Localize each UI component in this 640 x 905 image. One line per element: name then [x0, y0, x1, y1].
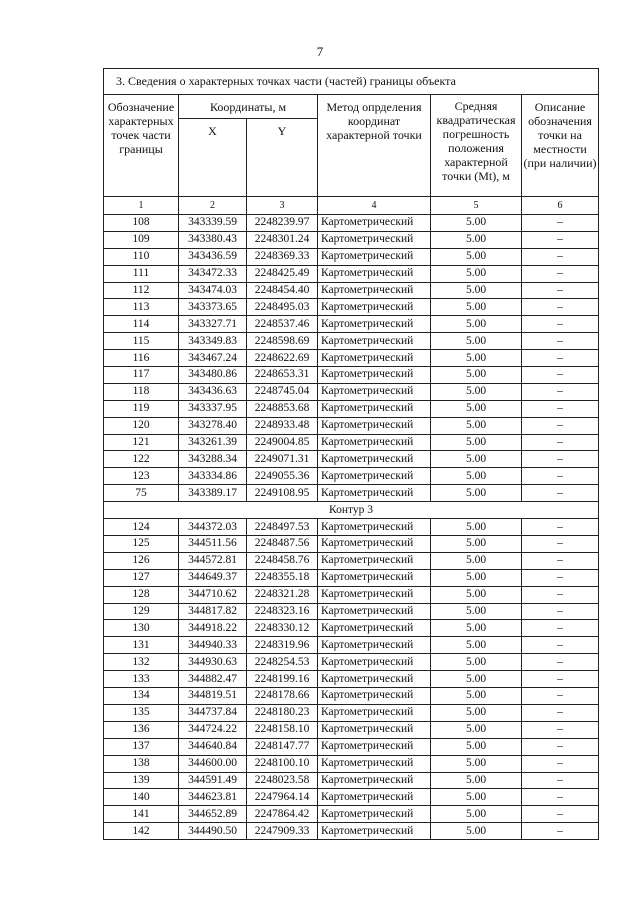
table-row — [104, 772, 599, 789]
y-coordinate-cell: 2248425.49 — [247, 265, 318, 282]
table-row — [104, 569, 599, 586]
error-cell: 5.00 — [431, 299, 522, 316]
y-coordinate-cell: 2248598.69 — [247, 333, 318, 350]
y-coordinate-cell: 2248622.69 — [247, 350, 318, 367]
method-cell: Картометрический — [318, 806, 431, 823]
y-coordinate-cell: 2248330.12 — [247, 620, 318, 637]
column-number: 2 — [179, 197, 247, 215]
table-row — [104, 806, 599, 823]
point-id-cell: 109 — [104, 231, 179, 248]
point-id-cell: 125 — [104, 536, 179, 553]
point-id-cell: 133 — [104, 671, 179, 688]
error-cell: 5.00 — [431, 400, 522, 417]
y-coordinate-cell: 2248301.24 — [247, 231, 318, 248]
error-cell: 5.00 — [431, 620, 522, 637]
x-coordinate-cell: 343334.86 — [179, 468, 247, 485]
error-cell: 5.00 — [431, 755, 522, 772]
y-coordinate-cell: 2249055.36 — [247, 468, 318, 485]
x-coordinate-cell: 344819.51 — [179, 688, 247, 705]
point-id-cell: 132 — [104, 654, 179, 671]
table-row — [104, 654, 599, 671]
x-coordinate-cell: 343373.65 — [179, 299, 247, 316]
method-cell: Картометрический — [318, 772, 431, 789]
table-row — [104, 215, 599, 232]
description-cell: – — [522, 265, 599, 282]
error-cell: 5.00 — [431, 806, 522, 823]
error-cell: 5.00 — [431, 383, 522, 400]
y-coordinate-cell: 2248158.10 — [247, 721, 318, 738]
y-coordinate-cell: 2249004.85 — [247, 434, 318, 451]
header-designation: Обозначение характерных точек части границы — [104, 95, 179, 197]
method-cell: Картометрический — [318, 620, 431, 637]
method-cell: Картометрический — [318, 316, 431, 333]
error-cell: 5.00 — [431, 316, 522, 333]
description-cell: – — [522, 485, 599, 502]
table-row — [104, 383, 599, 400]
method-cell: Картометрический — [318, 417, 431, 434]
y-coordinate-cell: 2247909.33 — [247, 823, 318, 840]
point-id-cell: 139 — [104, 772, 179, 789]
method-cell: Картометрический — [318, 603, 431, 620]
description-cell: – — [522, 552, 599, 569]
description-cell: – — [522, 823, 599, 840]
x-coordinate-cell: 344372.03 — [179, 519, 247, 536]
description-cell: – — [522, 316, 599, 333]
point-id-cell: 136 — [104, 721, 179, 738]
method-cell: Картометрический — [318, 569, 431, 586]
description-cell: – — [522, 704, 599, 721]
error-cell: 5.00 — [431, 468, 522, 485]
error-cell: 5.00 — [431, 721, 522, 738]
error-cell: 5.00 — [431, 451, 522, 468]
table-row — [104, 299, 599, 316]
header-x: X — [179, 119, 247, 197]
point-id-cell: 120 — [104, 417, 179, 434]
error-cell: 5.00 — [431, 688, 522, 705]
method-cell: Картометрический — [318, 451, 431, 468]
error-cell: 5.00 — [431, 603, 522, 620]
y-coordinate-cell: 2248933.48 — [247, 417, 318, 434]
x-coordinate-cell: 343389.17 — [179, 485, 247, 502]
header-y: Y — [247, 119, 318, 197]
error-cell: 5.00 — [431, 738, 522, 755]
description-cell: – — [522, 231, 599, 248]
method-cell: Картометрический — [318, 265, 431, 282]
table-row — [104, 755, 599, 772]
x-coordinate-cell: 344652.89 — [179, 806, 247, 823]
y-coordinate-cell: 2248853.68 — [247, 400, 318, 417]
x-coordinate-cell: 344511.56 — [179, 536, 247, 553]
description-cell: – — [522, 417, 599, 434]
description-cell: – — [522, 721, 599, 738]
point-id-cell: 135 — [104, 704, 179, 721]
x-coordinate-cell: 343436.63 — [179, 383, 247, 400]
y-coordinate-cell: 2249071.31 — [247, 451, 318, 468]
description-cell: – — [522, 755, 599, 772]
table-row — [104, 282, 599, 299]
error-cell: 5.00 — [431, 434, 522, 451]
point-id-cell: 111 — [104, 265, 179, 282]
y-coordinate-cell: 2248458.76 — [247, 552, 318, 569]
method-cell: Картометрический — [318, 738, 431, 755]
method-cell: Картометрический — [318, 400, 431, 417]
table-row — [104, 367, 599, 384]
description-cell: – — [522, 299, 599, 316]
point-id-cell: 117 — [104, 367, 179, 384]
method-cell: Картометрический — [318, 704, 431, 721]
error-cell: 5.00 — [431, 367, 522, 384]
x-coordinate-cell: 344623.81 — [179, 789, 247, 806]
error-cell: 5.00 — [431, 671, 522, 688]
point-id-cell: 131 — [104, 637, 179, 654]
y-coordinate-cell: 2248100.10 — [247, 755, 318, 772]
description-cell: – — [522, 367, 599, 384]
description-cell: – — [522, 772, 599, 789]
table-row — [104, 231, 599, 248]
error-cell: 5.00 — [431, 282, 522, 299]
x-coordinate-cell: 344940.33 — [179, 637, 247, 654]
column-number: 5 — [431, 197, 522, 215]
x-coordinate-cell: 344930.63 — [179, 654, 247, 671]
method-cell: Картометрический — [318, 586, 431, 603]
x-coordinate-cell: 343474.03 — [179, 282, 247, 299]
description-cell: – — [522, 806, 599, 823]
error-cell: 5.00 — [431, 654, 522, 671]
method-cell: Картометрический — [318, 350, 431, 367]
y-coordinate-cell: 2248495.03 — [247, 299, 318, 316]
y-coordinate-cell: 2249108.95 — [247, 485, 318, 502]
description-cell: – — [522, 333, 599, 350]
column-number: 3 — [247, 197, 318, 215]
point-id-cell: 134 — [104, 688, 179, 705]
table-row — [104, 671, 599, 688]
method-cell: Картометрический — [318, 552, 431, 569]
y-coordinate-cell: 2248178.66 — [247, 688, 318, 705]
point-id-cell: 121 — [104, 434, 179, 451]
table-row — [104, 400, 599, 417]
description-cell: – — [522, 350, 599, 367]
method-cell: Картометрический — [318, 367, 431, 384]
error-cell: 5.00 — [431, 569, 522, 586]
y-coordinate-cell: 2248319.96 — [247, 637, 318, 654]
table-row — [104, 603, 599, 620]
point-id-cell: 118 — [104, 383, 179, 400]
x-coordinate-cell: 343337.95 — [179, 400, 247, 417]
x-coordinate-cell: 344591.49 — [179, 772, 247, 789]
contour-label: Контур 3 — [104, 502, 599, 519]
description-cell: – — [522, 637, 599, 654]
error-cell: 5.00 — [431, 519, 522, 536]
x-coordinate-cell: 343436.59 — [179, 248, 247, 265]
error-cell: 5.00 — [431, 637, 522, 654]
table-row — [104, 536, 599, 553]
method-cell: Картометрический — [318, 299, 431, 316]
point-id-cell: 114 — [104, 316, 179, 333]
table-row — [104, 434, 599, 451]
method-cell: Картометрический — [318, 468, 431, 485]
description-cell: – — [522, 400, 599, 417]
column-number: 6 — [522, 197, 599, 215]
y-coordinate-cell: 2248369.33 — [247, 248, 318, 265]
table-row — [104, 333, 599, 350]
point-id-cell: 127 — [104, 569, 179, 586]
table-row — [104, 316, 599, 333]
description-cell: – — [522, 434, 599, 451]
x-coordinate-cell: 343339.59 — [179, 215, 247, 232]
page-number: 7 — [316, 44, 324, 59]
table-row — [104, 738, 599, 755]
x-coordinate-cell: 344724.22 — [179, 721, 247, 738]
point-id-cell: 115 — [104, 333, 179, 350]
header-error: Средняя квадратическая погрешность положения характерной точки (Mt), м — [431, 95, 522, 197]
y-coordinate-cell: 2248180.23 — [247, 704, 318, 721]
point-id-cell: 126 — [104, 552, 179, 569]
description-cell: – — [522, 654, 599, 671]
method-cell: Картометрический — [318, 383, 431, 400]
y-coordinate-cell: 2248321.28 — [247, 586, 318, 603]
method-cell: Картометрический — [318, 434, 431, 451]
boundary-points-table — [103, 68, 599, 840]
table-row — [104, 789, 599, 806]
point-id-cell: 110 — [104, 248, 179, 265]
header-description: Описание обозначения точки на местности (при наличии) — [522, 95, 599, 197]
description-cell: – — [522, 586, 599, 603]
description-cell: – — [522, 738, 599, 755]
error-cell: 5.00 — [431, 586, 522, 603]
table-row — [104, 248, 599, 265]
y-coordinate-cell: 2248323.16 — [247, 603, 318, 620]
table-row — [104, 552, 599, 569]
x-coordinate-cell: 344882.47 — [179, 671, 247, 688]
table-row — [104, 265, 599, 282]
table-row — [104, 417, 599, 434]
description-cell: – — [522, 282, 599, 299]
table-row — [104, 688, 599, 705]
point-id-cell: 124 — [104, 519, 179, 536]
y-coordinate-cell: 2248023.58 — [247, 772, 318, 789]
y-coordinate-cell: 2248254.53 — [247, 654, 318, 671]
description-cell: – — [522, 536, 599, 553]
y-coordinate-cell: 2248199.16 — [247, 671, 318, 688]
point-id-cell: 108 — [104, 215, 179, 232]
error-cell: 5.00 — [431, 789, 522, 806]
point-id-cell: 130 — [104, 620, 179, 637]
x-coordinate-cell: 343380.43 — [179, 231, 247, 248]
y-coordinate-cell: 2247864.42 — [247, 806, 318, 823]
point-id-cell: 113 — [104, 299, 179, 316]
description-cell: – — [522, 215, 599, 232]
y-coordinate-cell: 2248487.56 — [247, 536, 318, 553]
method-cell: Картометрический — [318, 755, 431, 772]
x-coordinate-cell: 343480.86 — [179, 367, 247, 384]
table-row — [104, 704, 599, 721]
description-cell: – — [522, 620, 599, 637]
point-id-cell: 128 — [104, 586, 179, 603]
point-id-cell: 75 — [104, 485, 179, 502]
error-cell: 5.00 — [431, 417, 522, 434]
description-cell: – — [522, 519, 599, 536]
table-row — [104, 823, 599, 840]
method-cell: Картометрический — [318, 721, 431, 738]
method-cell: Картометрический — [318, 654, 431, 671]
description-cell: – — [522, 451, 599, 468]
contour-row — [104, 502, 599, 519]
table-row — [104, 350, 599, 367]
description-cell: – — [522, 569, 599, 586]
error-cell: 5.00 — [431, 215, 522, 232]
description-cell: – — [522, 671, 599, 688]
point-id-cell: 142 — [104, 823, 179, 840]
x-coordinate-cell: 343261.39 — [179, 434, 247, 451]
method-cell: Картометрический — [318, 333, 431, 350]
description-cell: – — [522, 468, 599, 485]
description-cell: – — [522, 688, 599, 705]
table-row — [104, 519, 599, 536]
error-cell: 5.00 — [431, 552, 522, 569]
description-cell: – — [522, 603, 599, 620]
description-cell: – — [522, 789, 599, 806]
y-coordinate-cell: 2248454.40 — [247, 282, 318, 299]
method-cell: Картометрический — [318, 637, 431, 654]
error-cell: 5.00 — [431, 265, 522, 282]
header-coordinates: Координаты, м — [179, 95, 318, 119]
error-cell: 5.00 — [431, 772, 522, 789]
error-cell: 5.00 — [431, 485, 522, 502]
x-coordinate-cell: 343278.40 — [179, 417, 247, 434]
y-coordinate-cell: 2248497.53 — [247, 519, 318, 536]
x-coordinate-cell: 344710.62 — [179, 586, 247, 603]
point-id-cell: 140 — [104, 789, 179, 806]
table-row — [104, 637, 599, 654]
error-cell: 5.00 — [431, 231, 522, 248]
point-id-cell: 129 — [104, 603, 179, 620]
method-cell: Картометрический — [318, 823, 431, 840]
error-cell: 5.00 — [431, 350, 522, 367]
point-id-cell: 123 — [104, 468, 179, 485]
method-cell: Картометрический — [318, 671, 431, 688]
point-id-cell: 138 — [104, 755, 179, 772]
method-cell: Картометрический — [318, 536, 431, 553]
y-coordinate-cell: 2248147.77 — [247, 738, 318, 755]
table-row — [104, 721, 599, 738]
x-coordinate-cell: 343288.34 — [179, 451, 247, 468]
y-coordinate-cell: 2248653.31 — [247, 367, 318, 384]
y-coordinate-cell: 2248745.04 — [247, 383, 318, 400]
point-id-cell: 112 — [104, 282, 179, 299]
table-row — [104, 468, 599, 485]
method-cell: Картометрический — [318, 485, 431, 502]
table-row — [104, 620, 599, 637]
column-number: 4 — [318, 197, 431, 215]
method-cell: Картометрический — [318, 789, 431, 806]
x-coordinate-cell: 344737.84 — [179, 704, 247, 721]
x-coordinate-cell: 344918.22 — [179, 620, 247, 637]
x-coordinate-cell: 343467.24 — [179, 350, 247, 367]
x-coordinate-cell: 343349.83 — [179, 333, 247, 350]
table-row — [104, 485, 599, 502]
error-cell: 5.00 — [431, 823, 522, 840]
point-id-cell: 119 — [104, 400, 179, 417]
y-coordinate-cell: 2247964.14 — [247, 789, 318, 806]
method-cell: Картометрический — [318, 688, 431, 705]
description-cell: – — [522, 383, 599, 400]
y-coordinate-cell: 2248537.46 — [247, 316, 318, 333]
method-cell: Картометрический — [318, 215, 431, 232]
x-coordinate-cell: 344572.81 — [179, 552, 247, 569]
method-cell: Картометрический — [318, 231, 431, 248]
x-coordinate-cell: 343327.71 — [179, 316, 247, 333]
method-cell: Картометрический — [318, 248, 431, 265]
y-coordinate-cell: 2248355.18 — [247, 569, 318, 586]
point-id-cell: 116 — [104, 350, 179, 367]
description-cell: – — [522, 248, 599, 265]
table-caption: 3. Сведения о характерных точках части (частей) границы объекта — [104, 69, 599, 95]
x-coordinate-cell: 344640.84 — [179, 738, 247, 755]
x-coordinate-cell: 344600.00 — [179, 755, 247, 772]
x-coordinate-cell: 344649.37 — [179, 569, 247, 586]
point-id-cell: 122 — [104, 451, 179, 468]
table-row — [104, 451, 599, 468]
x-coordinate-cell: 344490.50 — [179, 823, 247, 840]
point-id-cell: 137 — [104, 738, 179, 755]
point-id-cell: 141 — [104, 806, 179, 823]
error-cell: 5.00 — [431, 704, 522, 721]
error-cell: 5.00 — [431, 333, 522, 350]
method-cell: Картометрический — [318, 519, 431, 536]
header-method: Метод опрделения координат характерной точки — [318, 95, 431, 197]
error-cell: 5.00 — [431, 248, 522, 265]
method-cell: Картометрический — [318, 282, 431, 299]
column-number: 1 — [104, 197, 179, 215]
error-cell: 5.00 — [431, 536, 522, 553]
x-coordinate-cell: 343472.33 — [179, 265, 247, 282]
y-coordinate-cell: 2248239.97 — [247, 215, 318, 232]
x-coordinate-cell: 344817.82 — [179, 603, 247, 620]
table-row — [104, 586, 599, 603]
